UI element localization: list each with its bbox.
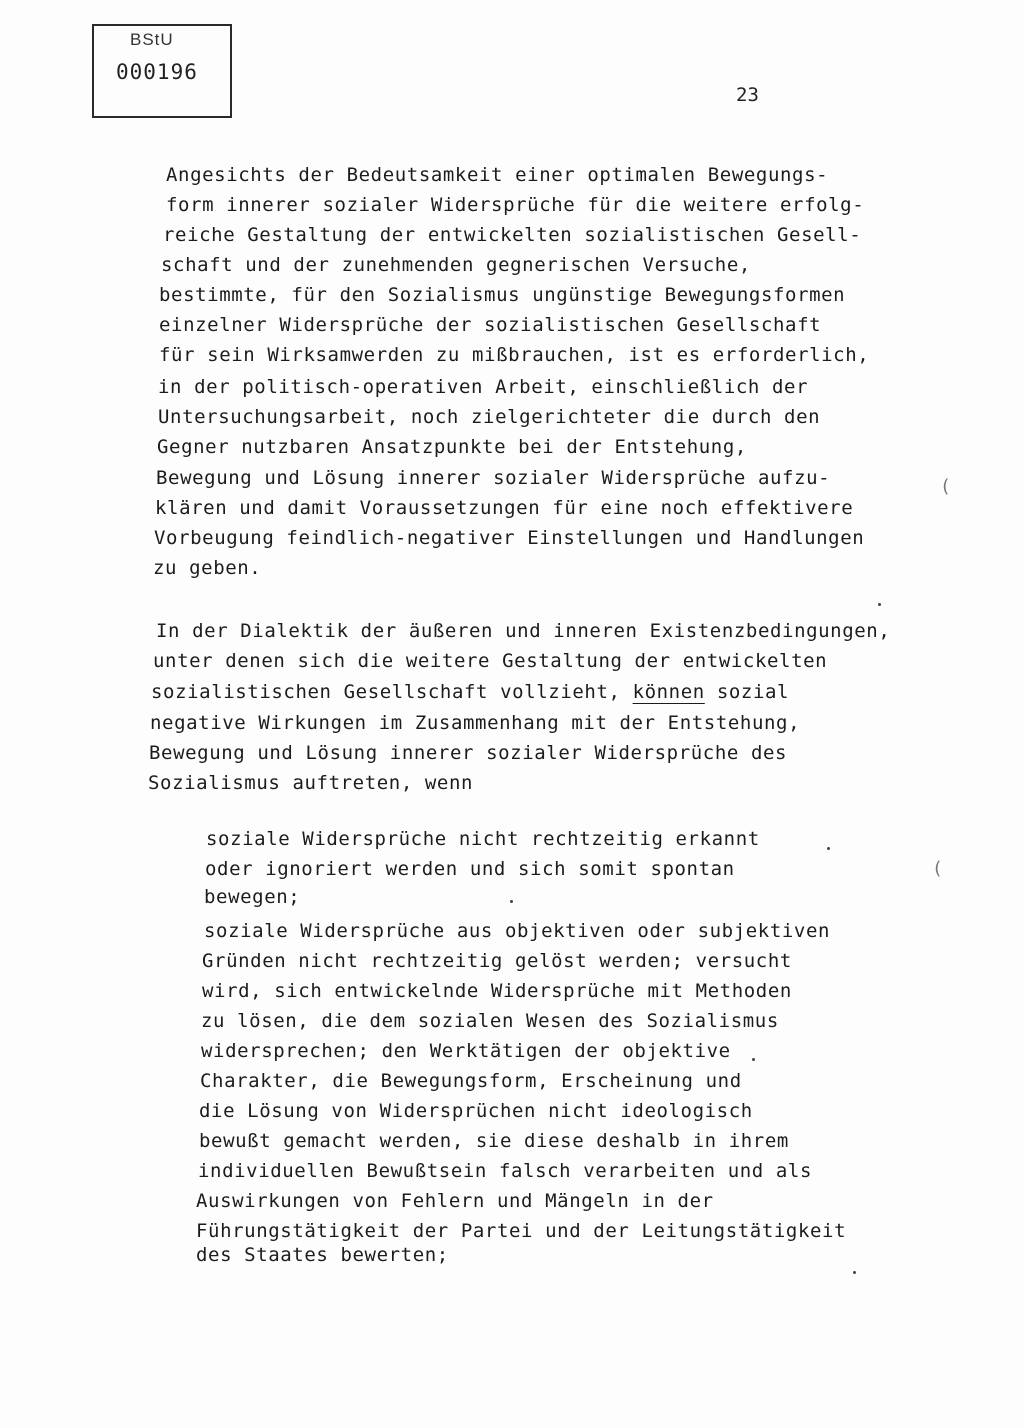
text-line: Auswirkungen von Fehlern und Mängeln in der: [196, 1190, 714, 1212]
text-line: unter denen sich die weitere Gestaltung der entwickelten: [153, 650, 828, 672]
text-segment: sozialistischen Gesellschaft vollzieht,: [151, 681, 633, 703]
text-line: wird, sich entwickelnde Widersprüche mit Methoden: [202, 980, 792, 1002]
text-line: Führungstätigkeit der Partei und der Leitungstätigkeit: [196, 1220, 847, 1242]
text-line: Angesichts der Bedeutsamkeit einer optimalen Bewegungs-: [166, 164, 829, 186]
stamp-number: 000196: [116, 60, 198, 84]
archive-stamp: [92, 24, 232, 118]
text-line: Sozialismus auftreten, wenn: [148, 772, 474, 794]
text-line: Charakter, die Bewegungsform, Erscheinung und: [200, 1070, 742, 1092]
margin-mark: (: [932, 858, 943, 879]
text-line: Bewegung und Lösung innerer sozialer Widersprüche des: [149, 742, 788, 764]
text-line: form innerer sozialer Widersprüche für die weitere erfolg-: [166, 194, 865, 216]
text-line: Gründen nicht rechtzeitig gelöst werden; versucht: [202, 950, 792, 972]
text-line: Gegner nutzbaren Ansatzpunkte bei der Entstehung,: [157, 436, 747, 458]
text-line: Bewegung und Lösung innerer sozialer Widersprüche aufzu-: [156, 467, 831, 489]
text-line: bewußt gemacht werden, sie diese deshalb in ihrem: [199, 1130, 789, 1152]
text-line: zu geben.: [153, 557, 262, 579]
text-segment: sozial: [704, 681, 790, 703]
text-line: individuellen Bewußtsein falsch verarbeiten und als: [198, 1160, 812, 1182]
underlined-word: können: [632, 681, 705, 703]
text-line: negative Wirkungen im Zusammenhang mit der Entstehung,: [150, 712, 801, 734]
text-line: für sein Wirksamwerden zu mißbrauchen, ist es erforderlich,: [159, 344, 870, 366]
text-line: des Staates bewerten;: [196, 1244, 449, 1266]
scan-speck: [510, 900, 513, 903]
text-line: Untersuchungsarbeit, noch zielgerichteter die durch den: [158, 406, 821, 428]
text-line: reiche Gestaltung der entwickelten sozialistischen Gesell-: [163, 224, 862, 246]
text-line: soziale Widersprüche aus objektiven oder subjektiven: [204, 920, 831, 942]
text-line: einzelner Widersprüche der sozialistischen Gesellschaft: [159, 314, 822, 336]
text-line: schaft und der zunehmenden gegnerischen Versuche,: [161, 254, 751, 276]
text-line: soziale Widersprüche nicht rechtzeitig erkannt: [206, 828, 760, 850]
text-line: [151, 679, 789, 705]
scan-speck: [827, 847, 830, 850]
text-line: zu lösen, die dem sozialen Wesen des Sozialismus: [201, 1010, 779, 1032]
text-line: klären und damit Voraussetzungen für eine noch effektivere: [155, 497, 854, 519]
text-line: bestimmte, für den Sozialismus ungünstige Bewegungsformen: [159, 284, 846, 306]
text-line: Vorbeugung feindlich-negativer Einstellungen und Handlungen: [154, 527, 865, 549]
text-line: in der politisch-operativen Arbeit, einschließlich der: [158, 376, 809, 398]
stamp-agency: BStU: [130, 30, 174, 49]
text-line: widersprechen; den Werktätigen der objektive: [201, 1040, 731, 1062]
text-line: bewegen;: [204, 886, 301, 908]
text-line: die Lösung von Widersprüchen nicht ideologisch: [199, 1100, 753, 1122]
scan-speck: [752, 1058, 755, 1061]
text-line: In der Dialektik der äußeren und inneren Existenzbedingungen,: [156, 620, 891, 642]
page-number: 23: [736, 84, 759, 106]
scan-speck: [853, 1271, 856, 1274]
text-line: oder ignoriert werden und sich somit spontan: [205, 858, 735, 880]
margin-mark: (: [940, 476, 951, 497]
scan-speck: [878, 603, 881, 606]
